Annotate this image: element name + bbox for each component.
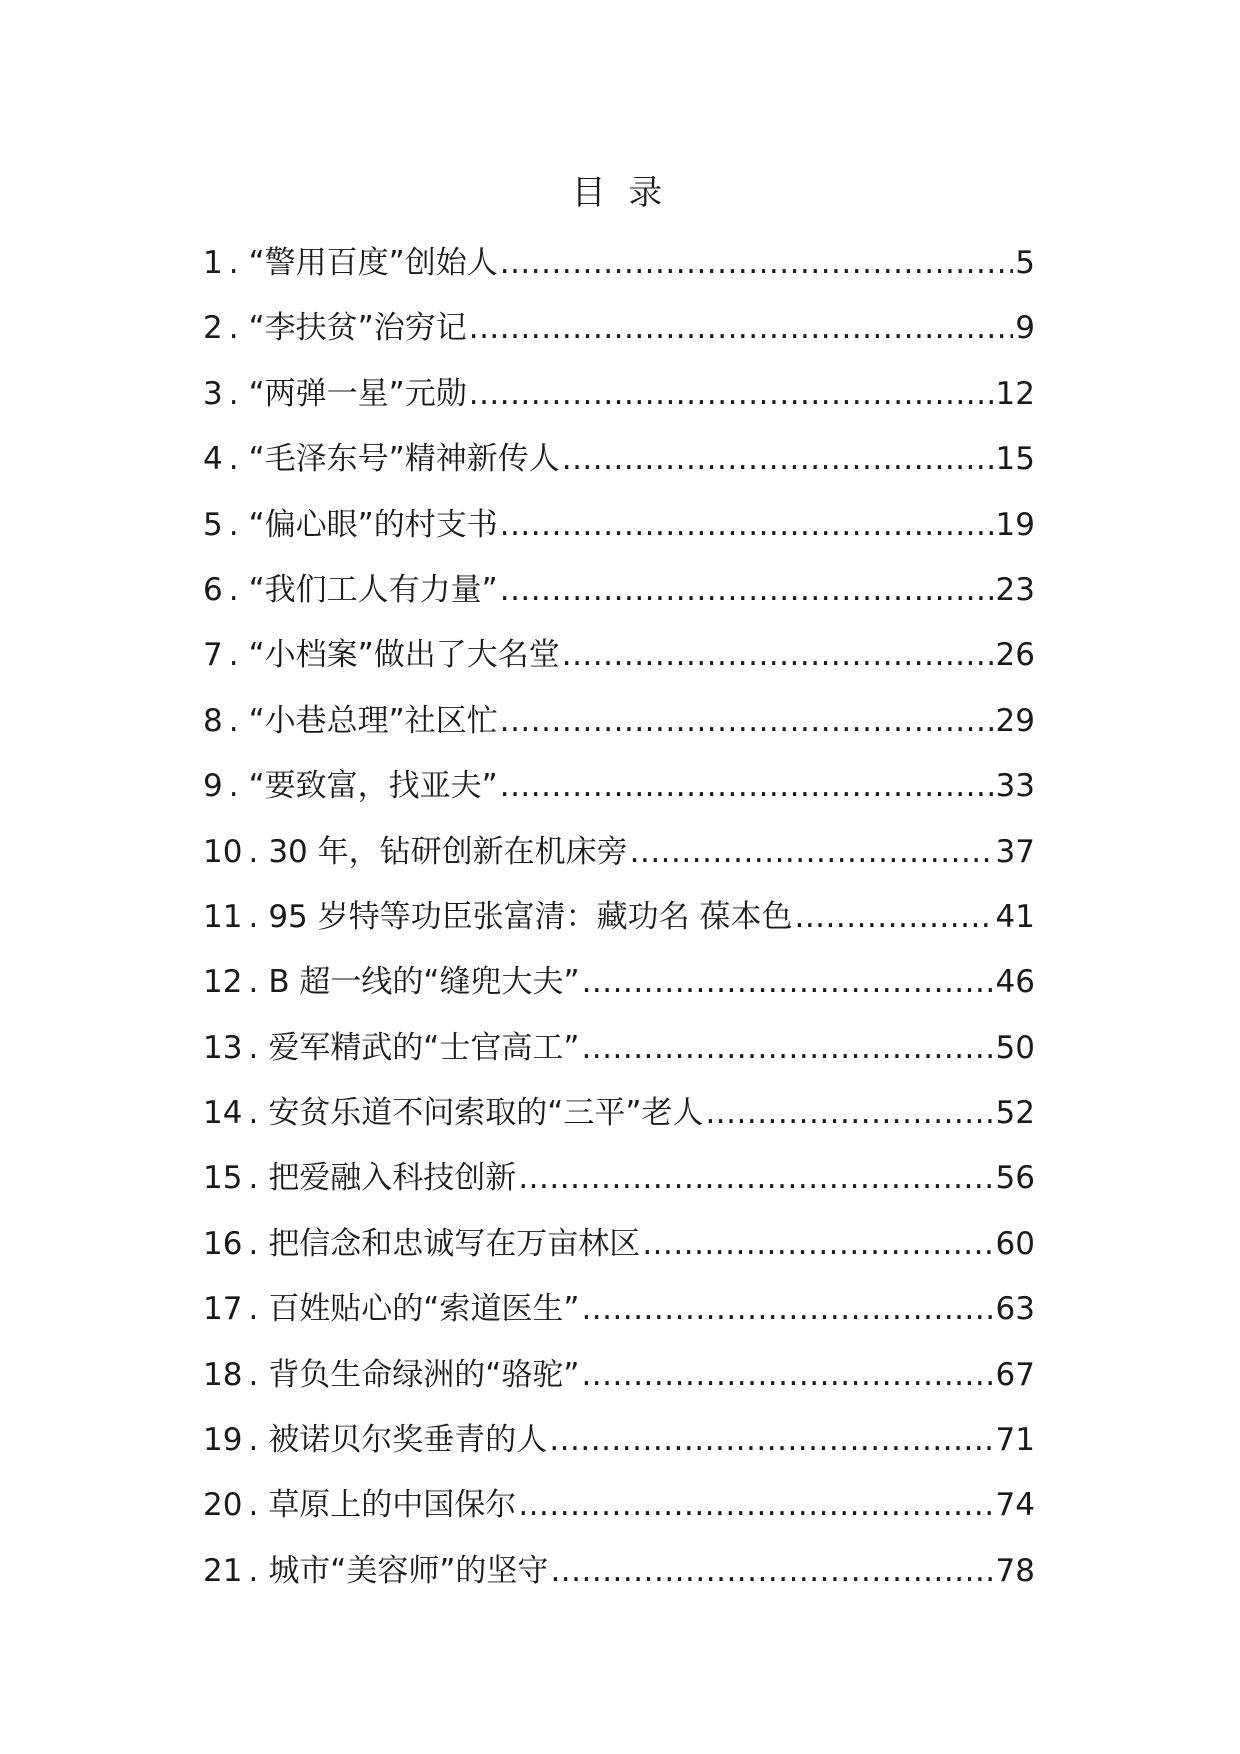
toc-entry-separator: .: [248, 833, 259, 870]
toc-entry-page-number: 33: [995, 768, 1035, 805]
toc-dot-leader: [705, 1088, 993, 1138]
toc-entry-page-number: 46: [995, 964, 1035, 1001]
toc-entry[interactable]: [203, 1546, 1035, 1611]
toc-entry[interactable]: [203, 696, 1035, 761]
toc-entry-title: 城市“美容师”的坚守: [268, 1552, 549, 1589]
toc-entry-page-number: 41: [995, 898, 1035, 935]
toc-entry-title: 爱军精武的“士官高工”: [268, 1029, 580, 1066]
toc-entry-page-number: 50: [995, 1029, 1035, 1066]
toc-entry-separator: .: [248, 1029, 259, 1066]
toc-entry-separator: .: [228, 245, 239, 281]
toc-entry-separator: .: [248, 964, 259, 1001]
toc-entry-separator: .: [228, 702, 239, 739]
toc-dot-leader: [642, 1219, 993, 1269]
toc-entry-separator: .: [228, 571, 239, 608]
toc-dot-leader: [562, 434, 994, 484]
toc-entry-title: 95 岁特等功臣张富清：藏功名 葆本色: [268, 898, 793, 935]
toc-entry-title: “李扶贫”治穷记: [248, 310, 467, 347]
toc-dot-leader: [550, 1546, 993, 1596]
toc-entry-number: 13: [203, 1029, 243, 1066]
toc-dot-leader: [630, 827, 994, 877]
toc-entry-title: “我们工人有力量”: [248, 571, 498, 608]
toc-entry-number: 1: [203, 245, 223, 281]
toc-entry-separator: .: [228, 441, 239, 478]
toc-entry-separator: .: [248, 1422, 259, 1459]
toc-entry-separator: .: [248, 1356, 259, 1393]
toc-entry[interactable]: [203, 1088, 1035, 1153]
toc-entry[interactable]: [203, 238, 1035, 303]
toc-entry-title: “要致富，找亚夫”: [248, 768, 498, 805]
toc-entry-title: 草原上的中国保尔: [268, 1487, 517, 1524]
toc-entry-number: 3: [203, 375, 223, 412]
toc-entry-title: 百姓贴心的“索道医生”: [268, 1291, 580, 1328]
toc-entry-title: 把爱融入科技创新: [268, 1160, 517, 1197]
toc-entry-title: B 超一线的“缝兜大夫”: [268, 964, 580, 1001]
toc-entry[interactable]: [203, 369, 1035, 434]
toc-entry-title: 把信念和忠诚写在万亩林区: [268, 1225, 641, 1262]
toc-entry-title: “毛泽东号”精神新传人: [248, 441, 560, 478]
toc-entry-separator: .: [228, 637, 239, 674]
toc-dot-leader: [518, 1153, 993, 1203]
toc-entry-number: 7: [203, 637, 223, 674]
toc-dot-leader: [500, 565, 994, 615]
toc-entry-title: “偏心眼”的村支书: [248, 506, 498, 543]
toc-entry-page-number: 60: [995, 1225, 1035, 1262]
toc-entry-number: 15: [203, 1160, 243, 1197]
toc-dot-leader: [582, 957, 994, 1007]
toc-entry-page-number: 29: [995, 702, 1035, 739]
toc-entry[interactable]: [203, 1153, 1035, 1218]
toc-entry[interactable]: [203, 565, 1035, 630]
toc-entry-separator: .: [248, 1225, 259, 1262]
toc-entry-page-number: 9: [1015, 310, 1035, 347]
toc-entry[interactable]: [203, 1284, 1035, 1349]
toc-entry-page-number: 71: [995, 1422, 1035, 1459]
toc-entry-separator: .: [248, 1291, 259, 1328]
toc-entry-title: 被诺贝尔奖垂青的人: [268, 1422, 548, 1459]
toc-entry[interactable]: [203, 1480, 1035, 1545]
toc-entry-title: “小巷总理”社区忙: [248, 702, 498, 739]
toc-entry-title: “小档案”做出了大名堂: [248, 637, 560, 674]
toc-dot-leader: [794, 892, 993, 942]
toc-entry-title: 30 年，钻研创新在机床旁: [268, 833, 628, 870]
toc-entry[interactable]: [203, 1219, 1035, 1284]
toc-entry[interactable]: [203, 761, 1035, 826]
toc-title: 目 录: [571, 173, 669, 213]
toc-entry[interactable]: [203, 630, 1035, 695]
toc-entry-page-number: 15: [995, 441, 1035, 478]
toc-entry-number: 16: [203, 1225, 243, 1262]
toc-entry-page-number: 74: [995, 1487, 1035, 1524]
toc-entry-page-number: 67: [995, 1356, 1035, 1393]
toc-dot-leader: [581, 1023, 993, 1073]
toc-entry-title: 背负生命绿洲的“骆驼”: [268, 1356, 580, 1393]
toc-dot-leader: [500, 761, 994, 811]
toc-entry[interactable]: [203, 957, 1035, 1022]
toc-entry-number: 12: [203, 964, 243, 1001]
toc-entry-number: 14: [203, 1095, 243, 1132]
toc-entry-number: 5: [203, 506, 223, 543]
toc-entry-number: 21: [203, 1552, 243, 1589]
toc-entry-separator: .: [248, 1487, 259, 1524]
toc-entry-number: 10: [203, 833, 243, 870]
toc-entry-separator: .: [248, 898, 259, 935]
toc-dot-leader: [581, 1350, 993, 1400]
toc-entry-separator: .: [248, 1552, 259, 1589]
toc-dot-leader: [518, 1480, 993, 1530]
toc-entry-number: 11: [203, 898, 243, 935]
toc-entry-page-number: 56: [995, 1160, 1035, 1197]
toc-entry-separator: .: [228, 375, 239, 412]
toc-entry-page-number: 12: [995, 375, 1035, 412]
toc-entry-number: 2: [203, 310, 223, 347]
toc-entry-separator: .: [228, 506, 239, 543]
toc-dot-leader: [549, 1415, 993, 1465]
toc-entry-page-number: 37: [995, 833, 1035, 870]
toc-dot-leader: [500, 696, 994, 746]
toc-entry-page-number: 5: [1015, 245, 1035, 281]
toc-entry-page-number: 23: [995, 571, 1035, 608]
toc-entry-page-number: 52: [995, 1095, 1035, 1132]
toc-entry-number: 19: [203, 1422, 243, 1459]
toc-dot-leader: [469, 303, 1014, 353]
toc-entry-separator: .: [228, 310, 239, 347]
toc-entry-separator: .: [248, 1095, 259, 1132]
toc-entry-title: “两弹一星”元勋: [248, 375, 467, 412]
toc-entry-page-number: 78: [995, 1552, 1035, 1589]
toc-entry-separator: .: [228, 768, 239, 805]
toc-entry[interactable]: [203, 1350, 1035, 1415]
toc-entry-number: 17: [203, 1291, 243, 1328]
toc-entry[interactable]: [203, 1023, 1035, 1088]
toc-entry-number: 8: [203, 702, 223, 739]
toc-entry[interactable]: [203, 827, 1035, 892]
toc-entry[interactable]: [203, 1415, 1035, 1480]
toc-entry-number: 20: [203, 1487, 243, 1524]
toc-dot-leader: [581, 1284, 993, 1334]
toc-entry-number: 4: [203, 441, 223, 478]
toc-entry-number: 18: [203, 1356, 243, 1393]
toc-entry-number: 9: [203, 768, 223, 805]
toc-entry-title: 安贫乐道不问索取的“三平”老人: [268, 1095, 704, 1132]
toc-entry-separator: .: [248, 1160, 259, 1197]
toc-entry[interactable]: [203, 500, 1035, 565]
toc-entry-page-number: 26: [995, 637, 1035, 674]
toc-dot-leader: [500, 500, 994, 550]
table-of-contents: [203, 238, 1035, 1611]
toc-dot-leader: [562, 630, 994, 680]
toc-entry-page-number: 63: [995, 1291, 1035, 1328]
toc-entry[interactable]: [203, 303, 1035, 368]
toc-entry-title: “警用百度”创始人: [248, 245, 498, 281]
toc-entry[interactable]: [203, 892, 1035, 957]
toc-entry-page-number: 19: [995, 506, 1035, 543]
toc-dot-leader: [469, 369, 994, 419]
toc-entry[interactable]: [203, 434, 1035, 499]
toc-entry-number: 6: [203, 571, 223, 608]
toc-dot-leader: [500, 238, 1014, 288]
